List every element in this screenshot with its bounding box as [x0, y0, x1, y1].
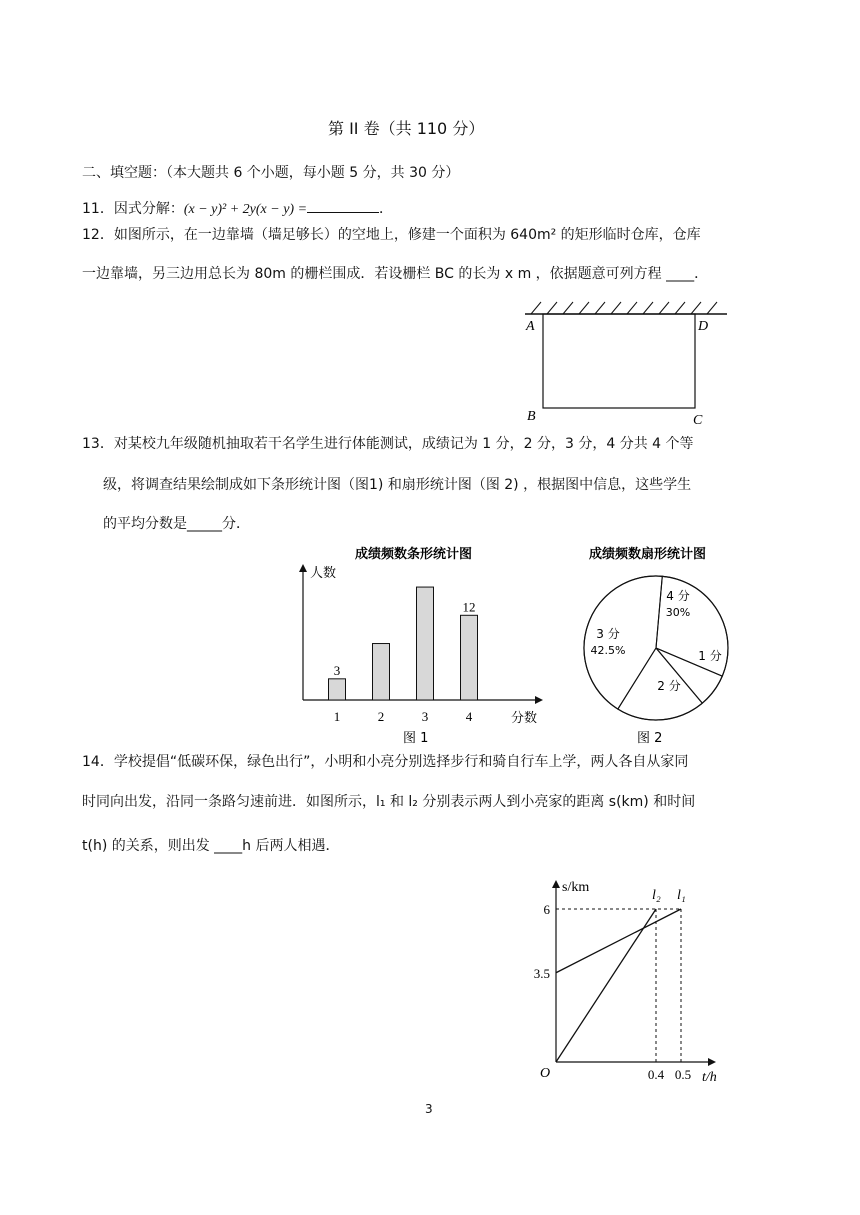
pie-label-4-pct: 30%: [665, 606, 691, 619]
origin-label: O: [540, 1066, 551, 1081]
q11-answer-blank[interactable]: [307, 198, 379, 213]
section-heading: 二、填空题：（本大题共 6 个小题，每小题 5 分，共 30 分）: [82, 165, 460, 181]
label-c: C: [693, 413, 703, 426]
q11-suffix: ．: [379, 201, 394, 217]
x-tick-0.4: 0.4: [647, 1067, 665, 1082]
bar-4: [461, 615, 478, 700]
series-line-1: [556, 909, 681, 973]
pie-chart-caption: 图 2: [637, 731, 663, 746]
bar-y-arrow: [299, 564, 307, 572]
q13-line-2: 级，将调查结果绘制成如下条形统计图（图1) 和扇形统计图（图 2) ，根据图中信息，这些学生: [103, 477, 692, 493]
bar-2: [373, 644, 390, 700]
bar-y-label: 人数: [310, 566, 337, 581]
q14-line-3: t(h) 的关系，则出发 ____h 后两人相遇．: [82, 838, 340, 854]
distance-time-graph: [520, 872, 745, 1087]
page-number: 3: [425, 1102, 433, 1116]
q13-line-3: 的平均分数是_____分．: [103, 516, 250, 532]
q14-line-1: 14．学校提倡“低碳环保，绿色出行”，小明和小亮分别选择步行和骑自行车上学，两人各自从家同: [82, 754, 689, 770]
y-tick-6: 6: [543, 902, 550, 917]
rectangle-warehouse-figure: [515, 296, 735, 426]
bar-x-label: 分数: [511, 711, 538, 726]
bar-chart-caption: 图 1: [403, 731, 429, 746]
y-tick-3.5: 3.5: [533, 965, 550, 981]
pie-label-2: 2 分: [657, 679, 681, 693]
label-b: B: [527, 409, 536, 424]
bar-x-arrow: [535, 696, 543, 704]
pie-label-4: 4 分: [666, 589, 690, 603]
q11-expression: (x − y)² + 2y(x − y) =: [183, 202, 308, 217]
bar-3: [417, 587, 434, 700]
pie-label-3: 3 分: [596, 627, 620, 641]
bar-tick-label: 1: [333, 709, 341, 724]
q12-line-2: 一边靠墙，另三边用总长为 80m 的栅栏围成．若设栅栏 BC 的长为 x m ，依据题意可列方程 ____．: [82, 266, 709, 282]
bar-chart: [285, 540, 555, 750]
bar-tick-label: 3: [421, 709, 429, 724]
question-11: [82, 198, 393, 220]
bar-chart-title: 成绩频数条形统计图: [355, 547, 473, 562]
series-label-2: l₂: [652, 888, 661, 903]
q12-line-1: 12．如图所示，在一边靠墙（墙足够长）的空地上，修建一个面积为 640m² 的矩形临时仓库，仓库: [82, 227, 701, 243]
pie-chart: [575, 540, 740, 750]
bar-tick-label: 2: [377, 709, 385, 724]
pie-label-3-pct: 42.5%: [590, 644, 626, 657]
q14-line-2: 时同向出发，沿同一条路匀速前进．如图所示，l₁ 和 l₂ 分别表示两人到小亮家的距离 s(km) 和时间: [82, 794, 696, 810]
line-y-label: s/km: [562, 880, 590, 895]
label-a: A: [526, 319, 535, 334]
x-tick-0.5: 0.5: [674, 1067, 692, 1082]
line-x-label: t/h: [702, 1070, 717, 1085]
bar-data-label: 12: [462, 599, 476, 615]
bar-data-label: 3: [333, 662, 341, 678]
line-y-arrow: [552, 880, 560, 888]
bar-1: [329, 679, 346, 700]
page-title: 第 II 卷（共 110 分）: [328, 119, 485, 138]
line-x-arrow: [708, 1058, 716, 1066]
series-label-1: l₁: [677, 888, 686, 903]
pie-label-1: 1 分: [698, 649, 722, 663]
pie-chart-title: 成绩频数扇形统计图: [589, 547, 707, 562]
q11-prefix: 11．因式分解：: [82, 201, 184, 217]
q13-line-1: 13．对某校九年级随机抽取若干名学生进行体能测试，成绩记为 1 分，2 分，3 分，4 分共 4 个等: [82, 436, 694, 452]
series-line-2: [556, 909, 656, 1062]
label-d: D: [698, 319, 709, 334]
bar-tick-label: 4: [465, 709, 473, 724]
